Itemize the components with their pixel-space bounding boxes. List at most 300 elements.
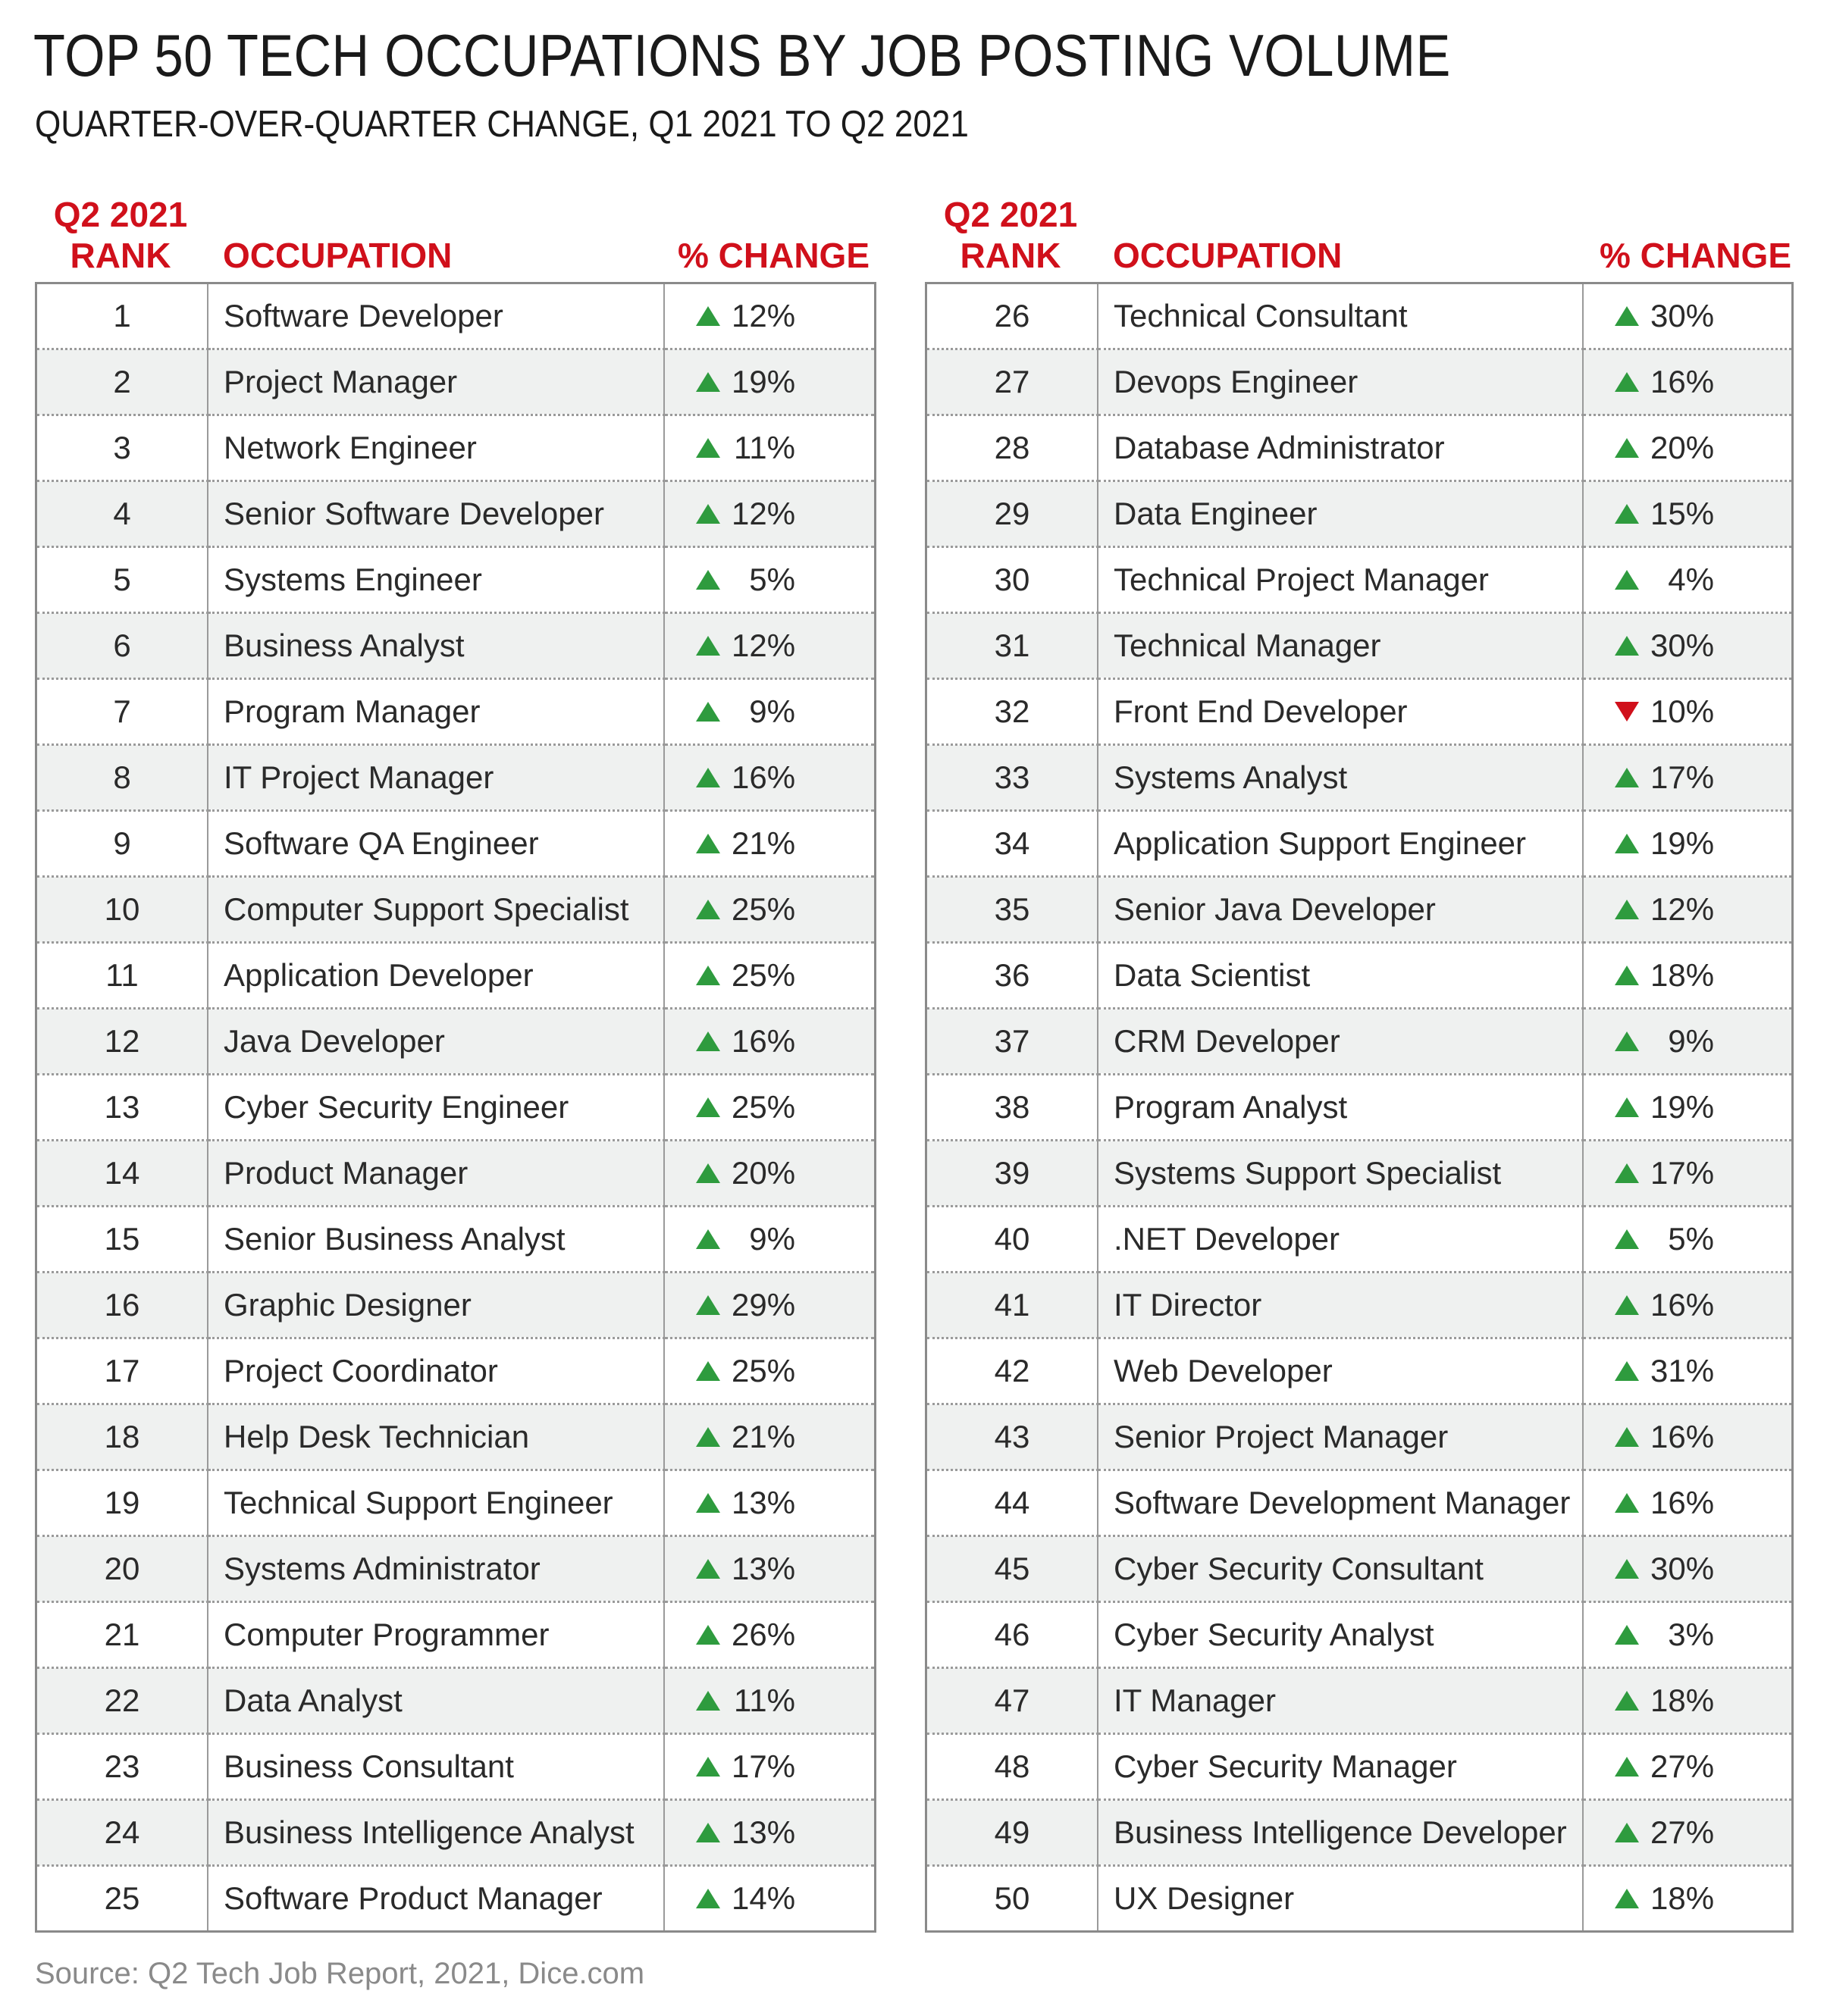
table-row — [36, 1009, 876, 1075]
rank-cell: 15 — [36, 1207, 208, 1273]
up-arrow-icon — [1614, 1426, 1640, 1448]
change-wrapper — [1584, 1287, 1791, 1323]
change-cell — [664, 1668, 876, 1734]
change-wrapper — [665, 1419, 874, 1455]
occupation-cell: Front End Developer — [1098, 679, 1583, 745]
table-row — [36, 1536, 876, 1602]
arrow-shape — [1615, 570, 1639, 590]
occupation-cell: Technical Project Manager — [1098, 547, 1583, 613]
change-wrapper — [1584, 1683, 1791, 1719]
change-wrapper — [1584, 1155, 1791, 1191]
rank-cell: 28 — [926, 415, 1098, 481]
up-arrow-icon — [1614, 1492, 1640, 1514]
change-value: 19% — [732, 364, 796, 399]
table-header — [35, 189, 876, 282]
arrow-shape — [696, 768, 720, 787]
up-arrow-icon — [695, 1030, 721, 1053]
change-wrapper — [1584, 1551, 1791, 1587]
rank-cell: 21 — [36, 1602, 208, 1668]
occupation-cell: CRM Developer — [1098, 1009, 1583, 1075]
rank-cell: 22 — [36, 1668, 208, 1734]
rank-cell: 49 — [926, 1800, 1098, 1866]
arrow-shape — [1615, 834, 1639, 853]
rank-cell: 40 — [926, 1207, 1098, 1273]
change-value: 20% — [1650, 430, 1715, 465]
up-arrow-icon — [1614, 1689, 1640, 1712]
arrow-shape — [696, 1361, 720, 1381]
up-arrow-icon — [695, 700, 721, 723]
arrow-shape — [1615, 438, 1639, 458]
arrow-shape — [1615, 966, 1639, 985]
table-row — [36, 1470, 876, 1536]
change-value: 26% — [732, 1617, 796, 1652]
occupation-cell: Application Support Engineer — [1098, 811, 1583, 877]
change-cell — [664, 1404, 876, 1470]
change-wrapper — [1584, 430, 1791, 466]
change-cell — [664, 1009, 876, 1075]
occupation-cell: Application Developer — [208, 943, 664, 1009]
occupation-cell: Business Intelligence Developer — [1098, 1800, 1583, 1866]
up-arrow-icon — [1614, 1623, 1640, 1646]
occupation-cell: Systems Support Specialist — [1098, 1141, 1583, 1207]
arrow-shape — [696, 834, 720, 853]
table-row — [36, 481, 876, 547]
up-arrow-icon — [695, 1689, 721, 1712]
rank-cell: 11 — [36, 943, 208, 1009]
change-value: 27% — [1650, 1814, 1715, 1850]
table-row — [36, 415, 876, 481]
up-arrow-icon — [695, 1887, 721, 1910]
rank-cell: 10 — [36, 877, 208, 943]
table-row — [36, 613, 876, 679]
change-wrapper — [1584, 1485, 1791, 1521]
rank-cell: 17 — [36, 1338, 208, 1404]
change-wrapper — [665, 693, 874, 730]
table-row — [36, 547, 876, 613]
table-column-left — [35, 189, 876, 1933]
table-row — [926, 1009, 1793, 1075]
occupation-cell: Business Intelligence Analyst — [208, 1800, 664, 1866]
rank-header-line1: Q2 2021 — [53, 195, 188, 234]
change-value: 17% — [732, 1748, 796, 1784]
table-row — [36, 877, 876, 943]
change-cell — [1583, 1075, 1793, 1141]
change-cell — [1583, 1273, 1793, 1338]
change-cell — [1583, 349, 1793, 415]
change-wrapper — [665, 891, 874, 928]
change-cell — [1583, 1800, 1793, 1866]
change-cell — [1583, 1009, 1793, 1075]
change-header: % CHANGE — [1600, 236, 1792, 275]
change-wrapper — [1584, 693, 1791, 730]
change-wrapper — [665, 1023, 874, 1060]
change-cell — [664, 283, 876, 349]
change-wrapper — [665, 1617, 874, 1653]
change-wrapper — [665, 298, 874, 334]
table-row — [926, 547, 1793, 613]
arrow-shape — [696, 1295, 720, 1315]
arrow-shape — [1615, 1031, 1639, 1051]
change-cell — [1583, 1602, 1793, 1668]
change-value: 16% — [1650, 1287, 1715, 1323]
rank-cell: 5 — [36, 547, 208, 613]
change-value: 14% — [732, 1880, 796, 1916]
rank-cell: 4 — [36, 481, 208, 547]
change-wrapper — [665, 1814, 874, 1851]
change-value: 21% — [732, 1419, 796, 1454]
change-cell — [664, 679, 876, 745]
table-row — [926, 613, 1793, 679]
arrow-shape — [1615, 1427, 1639, 1447]
arrow-shape — [696, 1757, 720, 1777]
table-row — [926, 1668, 1793, 1734]
change-cell — [1583, 943, 1793, 1009]
occupation-cell: Software QA Engineer — [208, 811, 664, 877]
table-row — [36, 1668, 876, 1734]
table-row — [36, 1273, 876, 1338]
table-row — [36, 943, 876, 1009]
arrow-shape — [696, 1625, 720, 1645]
change-cell — [1583, 1338, 1793, 1404]
change-wrapper — [1584, 1419, 1791, 1455]
change-wrapper — [1584, 1880, 1791, 1917]
change-cell — [1583, 283, 1793, 349]
arrow-shape — [1615, 372, 1639, 392]
occupation-cell: Program Manager — [208, 679, 664, 745]
change-cell — [1583, 547, 1793, 613]
change-cell — [1583, 679, 1793, 745]
up-arrow-icon — [1614, 898, 1640, 921]
change-wrapper — [1584, 825, 1791, 862]
up-arrow-icon — [1614, 1557, 1640, 1580]
rank-cell: 24 — [36, 1800, 208, 1866]
change-cell — [664, 1141, 876, 1207]
rank-cell: 41 — [926, 1273, 1098, 1338]
change-value: 3% — [1668, 1617, 1714, 1652]
change-cell — [1583, 1866, 1793, 1932]
rank-cell: 38 — [926, 1075, 1098, 1141]
change-cell — [664, 415, 876, 481]
table-row — [926, 1866, 1793, 1932]
change-value: 30% — [1650, 298, 1715, 333]
up-arrow-icon — [695, 1228, 721, 1251]
up-arrow-icon — [1614, 1030, 1640, 1053]
change-wrapper — [665, 562, 874, 598]
change-cell — [1583, 745, 1793, 811]
table-row — [926, 943, 1793, 1009]
occupation-cell: UX Designer — [1098, 1866, 1583, 1932]
arrow-shape — [1615, 1229, 1639, 1249]
rank-cell: 12 — [36, 1009, 208, 1075]
change-cell — [1583, 481, 1793, 547]
change-wrapper — [665, 1748, 874, 1785]
change-value: 16% — [732, 759, 796, 795]
change-value: 18% — [1650, 1880, 1715, 1916]
change-value: 12% — [732, 628, 796, 663]
rank-cell: 45 — [926, 1536, 1098, 1602]
up-arrow-icon — [1614, 1887, 1640, 1910]
occupation-cell: Software Developer — [208, 283, 664, 349]
table-row — [926, 1273, 1793, 1338]
change-value: 15% — [1650, 496, 1715, 531]
change-value: 16% — [1650, 1419, 1715, 1454]
arrow-shape — [1615, 1889, 1639, 1908]
occupation-cell: Senior Business Analyst — [208, 1207, 664, 1273]
rank-cell: 23 — [36, 1734, 208, 1800]
table-row — [926, 1141, 1793, 1207]
arrow-shape — [696, 702, 720, 722]
table-row — [926, 481, 1793, 547]
up-arrow-icon — [1614, 1821, 1640, 1844]
rank-cell: 47 — [926, 1668, 1098, 1734]
change-value: 25% — [732, 957, 796, 993]
rank-cell: 13 — [36, 1075, 208, 1141]
change-value: 25% — [732, 1353, 796, 1388]
arrow-shape — [1615, 1625, 1639, 1645]
page-subtitle: QUARTER-OVER-QUARTER CHANGE, Q1 2021 TO Q2 2021 — [35, 104, 969, 145]
change-cell — [664, 349, 876, 415]
occupation-table-left — [35, 282, 876, 1933]
change-cell — [1583, 1207, 1793, 1273]
arrow-shape — [1615, 1493, 1639, 1513]
change-cell — [1583, 811, 1793, 877]
rank-cell: 16 — [36, 1273, 208, 1338]
arrow-shape — [1615, 636, 1639, 656]
up-arrow-icon — [1614, 1294, 1640, 1316]
arrow-shape — [1615, 900, 1639, 919]
up-arrow-icon — [1614, 1096, 1640, 1119]
rank-cell: 50 — [926, 1866, 1098, 1932]
change-wrapper — [1584, 891, 1791, 928]
change-value: 12% — [732, 298, 796, 333]
up-arrow-icon — [695, 634, 721, 657]
table-row — [926, 1800, 1793, 1866]
rank-header — [925, 194, 1096, 276]
rank-cell: 43 — [926, 1404, 1098, 1470]
rank-cell: 48 — [926, 1734, 1098, 1800]
arrow-shape — [1615, 1691, 1639, 1711]
table-row — [36, 283, 876, 349]
up-arrow-icon — [695, 1623, 721, 1646]
arrow-shape — [1615, 1361, 1639, 1381]
change-value: 20% — [732, 1155, 796, 1191]
change-wrapper — [665, 1287, 874, 1323]
source-note: Source: Q2 Tech Job Report, 2021, Dice.com — [35, 1957, 645, 1990]
change-value: 4% — [1668, 562, 1714, 597]
occupation-cell: .NET Developer — [1098, 1207, 1583, 1273]
rank-cell: 26 — [926, 283, 1098, 349]
change-wrapper — [1584, 1089, 1791, 1125]
up-arrow-icon — [1614, 1162, 1640, 1185]
change-value: 21% — [732, 825, 796, 861]
occupation-cell: Database Administrator — [1098, 415, 1583, 481]
up-arrow-icon — [695, 1426, 721, 1448]
table-row — [926, 283, 1793, 349]
arrow-shape — [696, 966, 720, 985]
change-value: 30% — [1650, 628, 1715, 663]
change-wrapper — [1584, 1221, 1791, 1257]
change-cell — [664, 811, 876, 877]
up-arrow-icon — [695, 1162, 721, 1185]
change-wrapper — [665, 1353, 874, 1389]
change-cell — [664, 1273, 876, 1338]
occupation-cell: Network Engineer — [208, 415, 664, 481]
change-value: 16% — [732, 1023, 796, 1059]
change-cell — [664, 877, 876, 943]
change-wrapper — [665, 759, 874, 796]
arrow-shape — [696, 1229, 720, 1249]
up-arrow-icon — [695, 1360, 721, 1382]
change-value: 16% — [1650, 1485, 1715, 1520]
change-value: 5% — [1668, 1221, 1714, 1257]
arrow-shape — [1615, 1757, 1639, 1777]
up-arrow-icon — [1614, 766, 1640, 789]
occupation-header: OCCUPATION — [223, 236, 453, 275]
change-wrapper — [665, 1485, 874, 1521]
change-wrapper — [665, 628, 874, 664]
table-row — [926, 1470, 1793, 1536]
change-header: % CHANGE — [678, 236, 870, 275]
change-wrapper — [1584, 562, 1791, 598]
change-wrapper — [1584, 957, 1791, 994]
change-cell — [1583, 877, 1793, 943]
arrow-shape — [1615, 702, 1639, 722]
table-row — [926, 1404, 1793, 1470]
occupation-cell: Devops Engineer — [1098, 349, 1583, 415]
table-row — [926, 877, 1793, 943]
arrow-shape — [1615, 1559, 1639, 1579]
arrow-shape — [696, 1559, 720, 1579]
table-row — [36, 1734, 876, 1800]
change-value: 18% — [1650, 1683, 1715, 1718]
arrow-shape — [1615, 1163, 1639, 1183]
occupation-cell: Software Product Manager — [208, 1866, 664, 1932]
change-cell — [1583, 1734, 1793, 1800]
arrow-shape — [696, 570, 720, 590]
table-row — [926, 349, 1793, 415]
change-wrapper — [1584, 364, 1791, 400]
up-arrow-icon — [1614, 964, 1640, 987]
up-arrow-icon — [1614, 305, 1640, 327]
up-arrow-icon — [695, 305, 721, 327]
occupation-cell: IT Manager — [1098, 1668, 1583, 1734]
up-arrow-icon — [1614, 832, 1640, 855]
table-row — [36, 1866, 876, 1932]
occupation-cell: Senior Java Developer — [1098, 877, 1583, 943]
up-arrow-icon — [1614, 1360, 1640, 1382]
change-value: 27% — [1650, 1748, 1715, 1784]
up-arrow-icon — [1614, 437, 1640, 459]
change-value: 12% — [1650, 891, 1715, 927]
change-wrapper — [1584, 1814, 1791, 1851]
change-cell — [664, 745, 876, 811]
change-wrapper — [1584, 1748, 1791, 1785]
occupation-cell: Project Manager — [208, 349, 664, 415]
arrow-shape — [696, 372, 720, 392]
rank-cell: 20 — [36, 1536, 208, 1602]
change-value: 29% — [732, 1287, 796, 1323]
change-cell — [664, 1866, 876, 1932]
table-row — [926, 745, 1793, 811]
table-row — [926, 1338, 1793, 1404]
change-value: 10% — [1650, 693, 1715, 729]
rank-header-line1: Q2 2021 — [943, 195, 1078, 234]
change-cell — [664, 1338, 876, 1404]
rank-cell: 19 — [36, 1470, 208, 1536]
change-value: 11% — [734, 1683, 795, 1718]
change-value: 16% — [1650, 364, 1715, 399]
rank-cell: 27 — [926, 349, 1098, 415]
occupation-cell: Computer Programmer — [208, 1602, 664, 1668]
up-arrow-icon — [1614, 1755, 1640, 1778]
change-wrapper — [1584, 1617, 1791, 1653]
arrow-shape — [696, 1823, 720, 1842]
change-wrapper — [665, 430, 874, 466]
occupation-cell: Systems Administrator — [208, 1536, 664, 1602]
arrow-shape — [1615, 1823, 1639, 1842]
change-cell — [664, 943, 876, 1009]
occupation-cell: Java Developer — [208, 1009, 664, 1075]
change-wrapper — [665, 1155, 874, 1191]
occupation-cell: Computer Support Specialist — [208, 877, 664, 943]
change-cell — [664, 1075, 876, 1141]
rank-cell: 29 — [926, 481, 1098, 547]
occupation-cell: IT Director — [1098, 1273, 1583, 1338]
table-row — [36, 1602, 876, 1668]
change-value: 17% — [1650, 759, 1715, 795]
rank-cell: 8 — [36, 745, 208, 811]
change-wrapper — [665, 1880, 874, 1917]
rank-cell: 31 — [926, 613, 1098, 679]
rank-cell: 37 — [926, 1009, 1098, 1075]
change-wrapper — [1584, 628, 1791, 664]
change-cell — [664, 547, 876, 613]
change-cell — [1583, 1404, 1793, 1470]
change-wrapper — [665, 825, 874, 862]
change-value: 12% — [732, 496, 796, 531]
occupation-cell: Technical Manager — [1098, 613, 1583, 679]
rank-cell: 32 — [926, 679, 1098, 745]
change-value: 19% — [1650, 1089, 1715, 1125]
change-cell — [1583, 1536, 1793, 1602]
change-wrapper — [665, 496, 874, 532]
change-wrapper — [1584, 759, 1791, 796]
arrow-shape — [696, 1163, 720, 1183]
occupation-cell: Product Manager — [208, 1141, 664, 1207]
change-wrapper — [1584, 496, 1791, 532]
table-row — [36, 349, 876, 415]
rank-cell: 6 — [36, 613, 208, 679]
change-wrapper — [665, 1551, 874, 1587]
up-arrow-icon — [695, 832, 721, 855]
table-row — [926, 1734, 1793, 1800]
arrow-shape — [696, 1097, 720, 1117]
occupation-cell: Help Desk Technician — [208, 1404, 664, 1470]
arrow-shape — [1615, 306, 1639, 326]
rank-cell: 39 — [926, 1141, 1098, 1207]
table-row — [36, 811, 876, 877]
up-arrow-icon — [695, 898, 721, 921]
arrow-shape — [696, 1427, 720, 1447]
rank-cell: 9 — [36, 811, 208, 877]
change-wrapper — [665, 364, 874, 400]
up-arrow-icon — [695, 1096, 721, 1119]
change-value: 18% — [1650, 957, 1715, 993]
down-arrow-icon — [1614, 700, 1640, 723]
change-value: 19% — [1650, 825, 1715, 861]
rank-cell: 18 — [36, 1404, 208, 1470]
rank-cell: 14 — [36, 1141, 208, 1207]
